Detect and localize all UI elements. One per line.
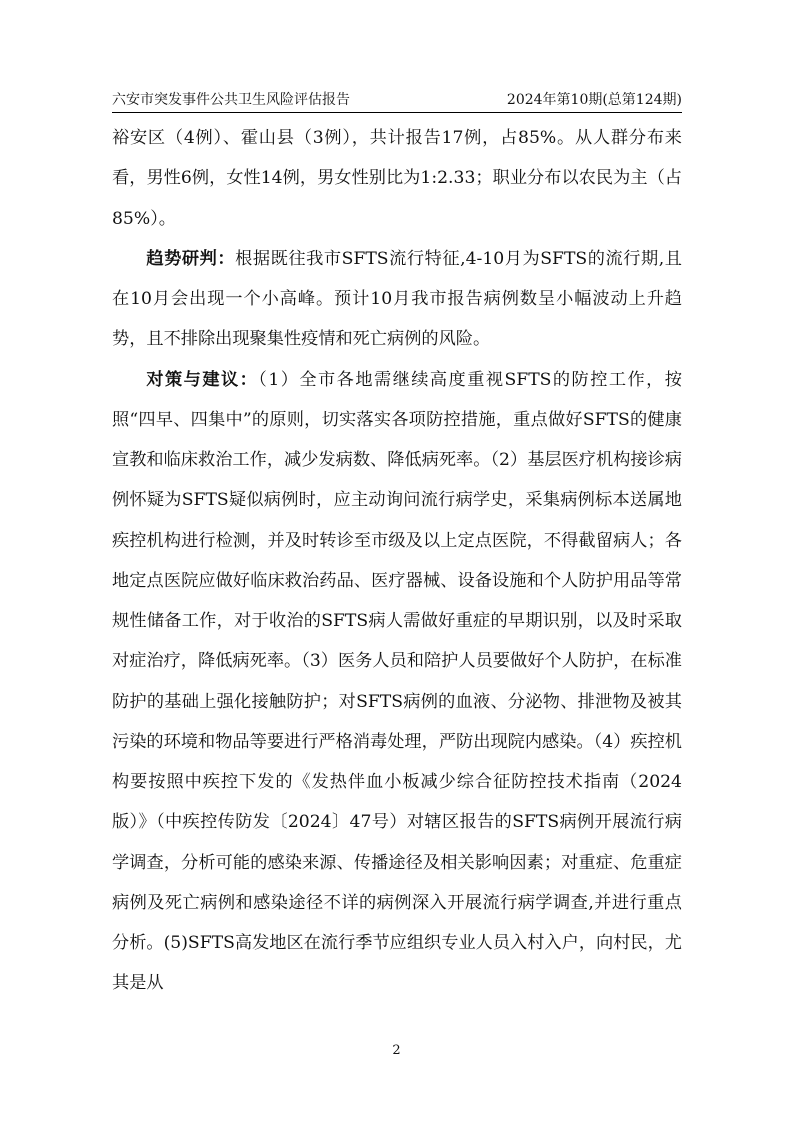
page-number: 2 [392,1043,401,1058]
trend-analysis-label: 趋势研判： [146,248,236,269]
report-title: 六安市突发事件公共卫生风险评估报告 [112,92,350,108]
document-body [112,118,682,1004]
paragraph-case-distribution: 裕安区（4例）、霍山县（3例），共计报告17例，占85%。从人群分布来看，男性6例，女性14例，男女性别比为1:2.33；职业分布以农民为主（占85%）。 [112,128,682,229]
paragraph-countermeasures [112,360,682,1004]
trend-analysis-text: 根据既往我市SFTS流行特征,4-10月为SFTS的流行期,且在10月会出现一个小高峰。预计10月我市报告病例数呈小幅波动上升趋势，且不排除出现聚集性疫情和死亡病例的风险。 [112,248,682,350]
countermeasures-label: 对策与建议： [146,369,259,390]
countermeasures-text: （1）全市各地需继续高度重视SFTS的防控工作，按照“四早、四集中”的原则，切实落实各项防控措施，重点做好SFTS的健康宣教和临床救治工作，减少发病数、降低病死率。（2）基层医疗机构接诊病例怀疑为SFTS疑似病例时，应主动询问流行病学史，采集病例标本送属地疾控机构进行检测，并及时转诊至市级及以上定点医院，不得截留病人；各地定点医院应做好临床救治药品、医疗器械、设备设施和个人防护用品等常规性储备工作，对于收治的SFTS病人需做好重症的早期识别，以及时采取对症治疗，降低病死率。（3）医务人员和陪护人员要做好个人防护，在标准防护的基础上强化接触防护；对SFTS病例的血液、分泌物、排泄物及被其污染的环境和物品等要进行严格消毒处理，严防出现院内感染。（4）疾控机构要按照中疾控下发的《发热伴血小板减少综合征防控技术指南（2024版）》（中疾控传防发〔2024〕47号）对辖区报告的SFTS病例开展流行病学调查，分析可能的感染来源、传播途径及相关影响因素；对重症、危重症病例及死亡病例和感染途径不详的病例深入开展流行病学调查,并进行重点分析。(5)SFTS高发地区在流行季节应组织专业人员入村入户，向村民，尤其是从 [112,369,682,994]
page-header [112,88,682,113]
issue-number: 2024年第10期(总第124期) [506,92,682,108]
paragraph-trend-analysis [112,239,682,360]
